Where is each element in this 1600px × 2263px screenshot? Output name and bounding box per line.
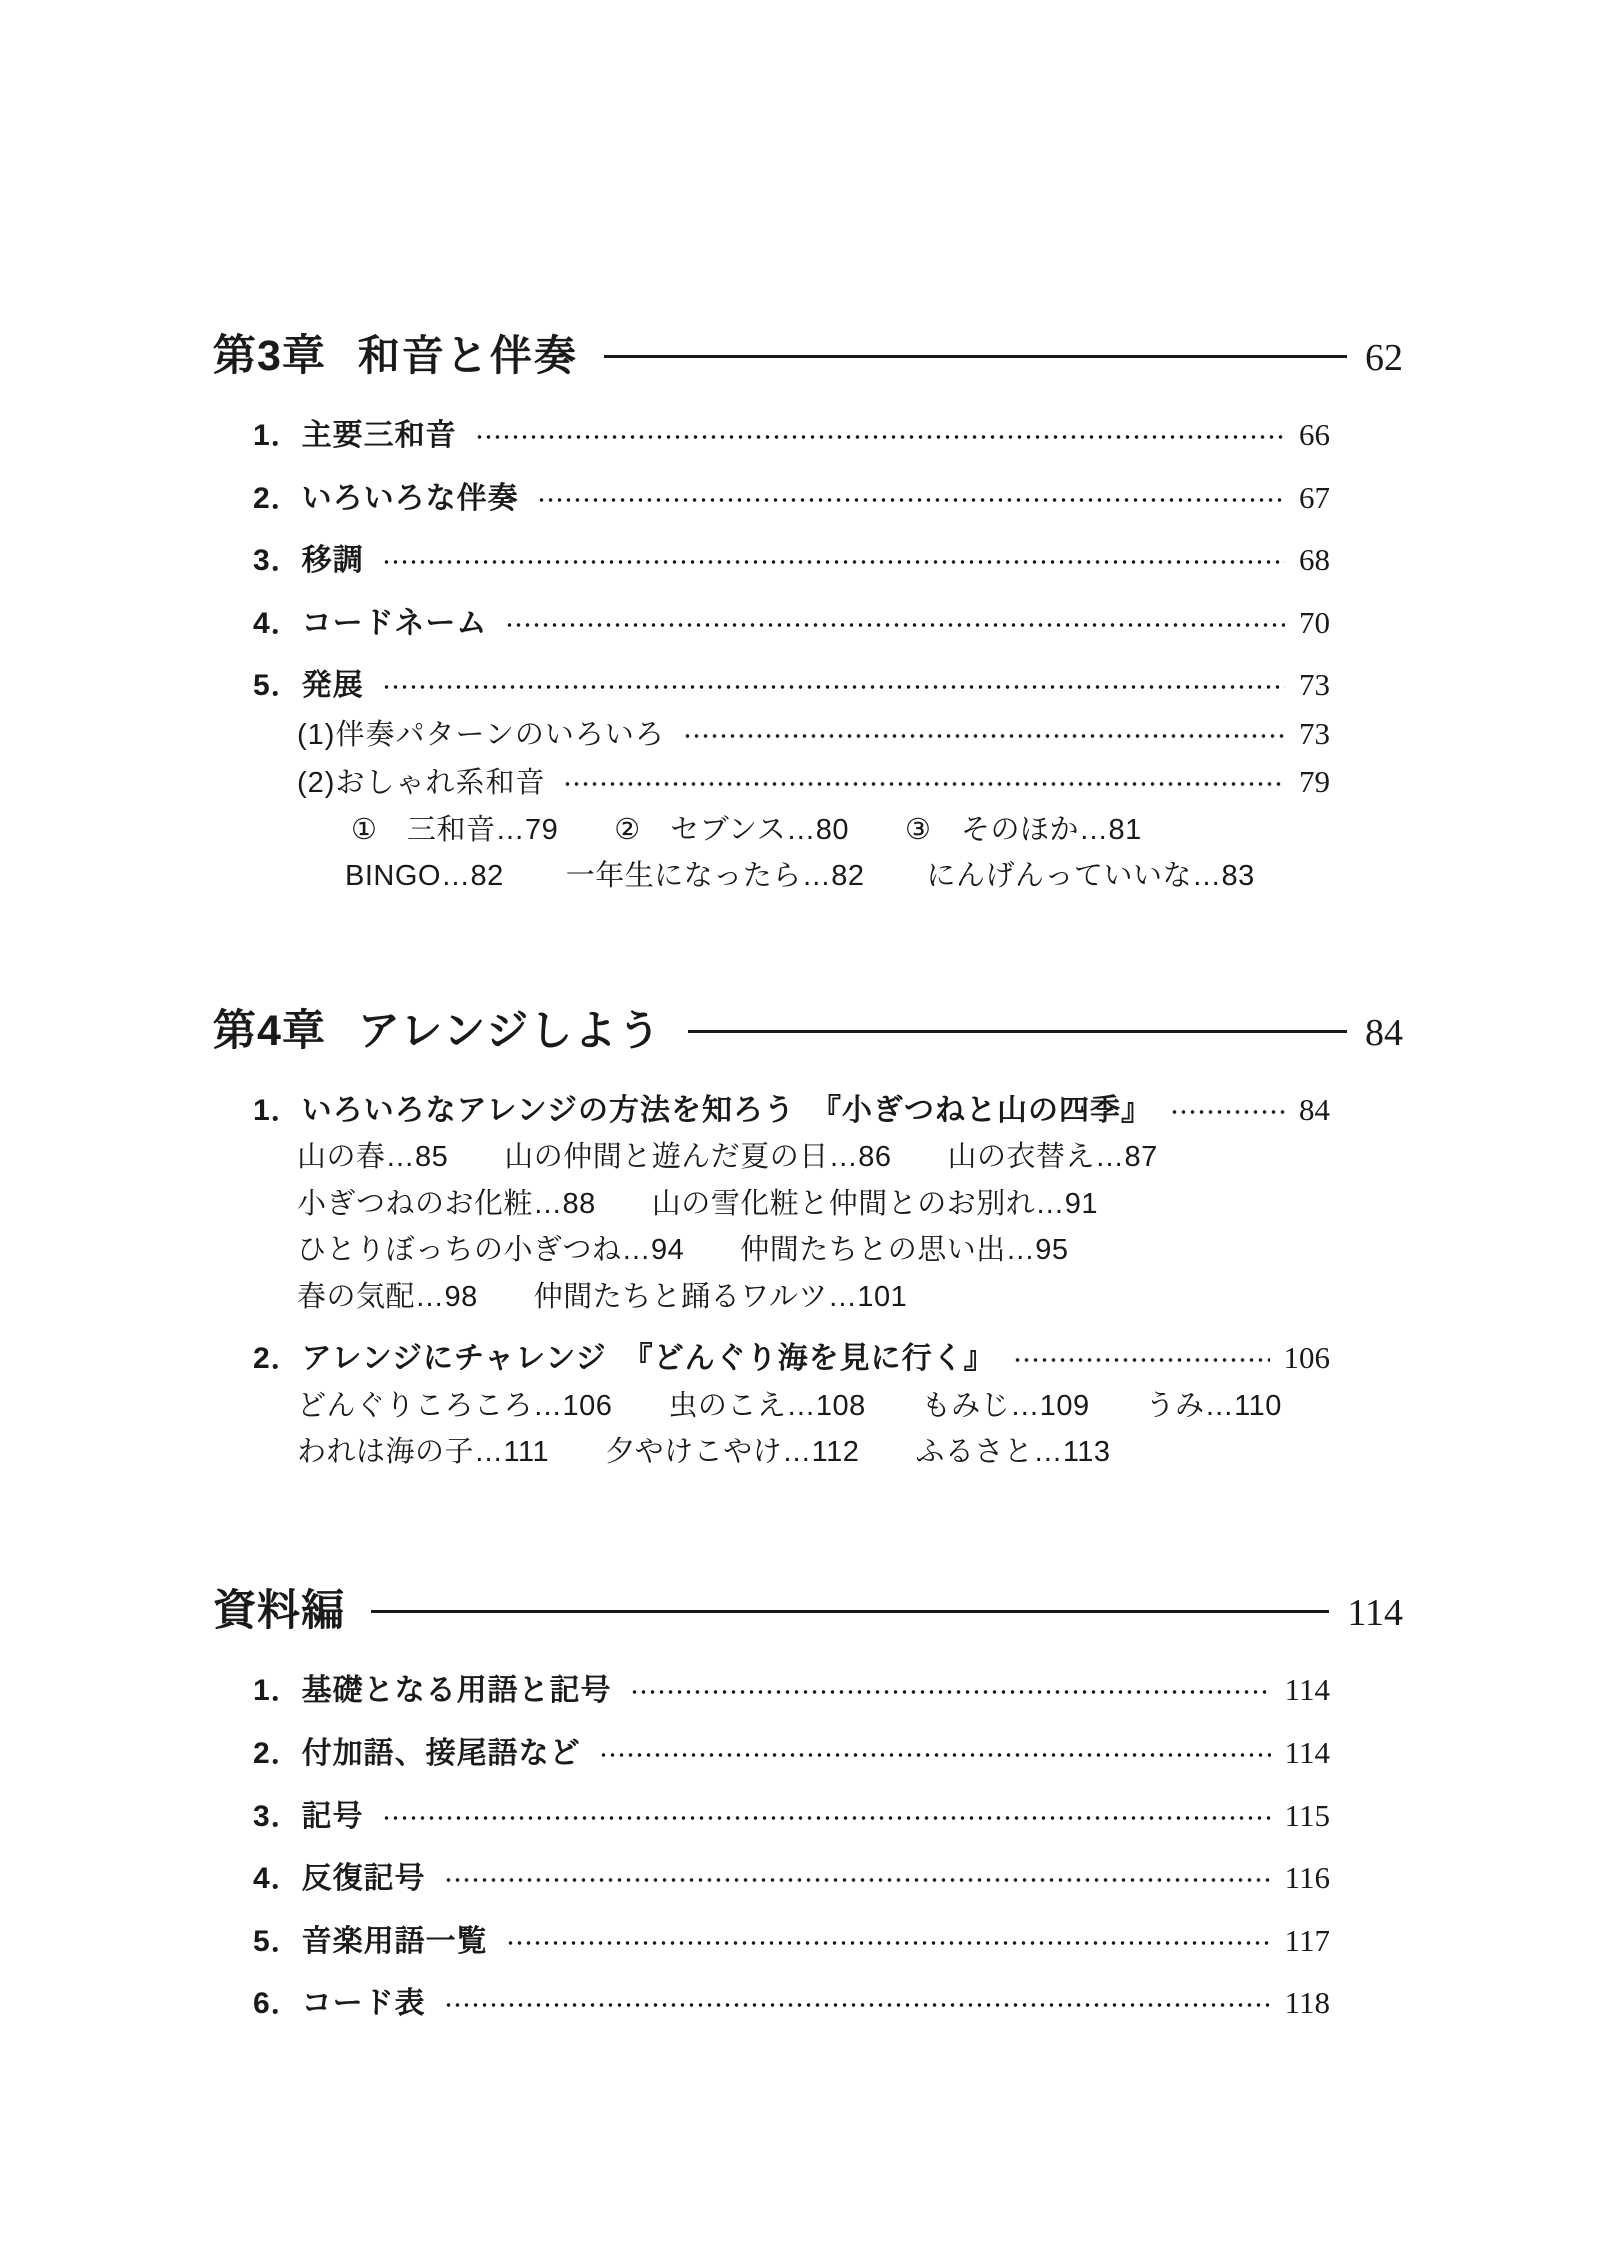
song-item: 仲間たちと踊るワルツ…101 bbox=[533, 1280, 908, 1313]
entry-label: 6．コード表 bbox=[253, 1987, 426, 2021]
entry-label: 2．付加語、接尾語など bbox=[253, 1736, 581, 1770]
song-list-row bbox=[297, 1235, 1403, 1265]
song-item: もみじ…109 bbox=[921, 1389, 1090, 1422]
entry-label: 5．音楽用語一覧 bbox=[253, 1924, 488, 1958]
song-item: ③ そのほか…81 bbox=[905, 813, 1142, 846]
song-item: ② セブンス…80 bbox=[614, 813, 849, 846]
entry-page-number: 118 bbox=[1284, 1985, 1330, 2021]
entry-label: 3．移調 bbox=[253, 544, 364, 578]
toc-entry bbox=[253, 1091, 1330, 1127]
section-header bbox=[213, 1577, 1403, 1638]
dot-leader bbox=[599, 1747, 1271, 1763]
song-item: われは海の子…111 bbox=[297, 1435, 550, 1468]
song-item: 仲間たちとの思い出…95 bbox=[740, 1234, 1069, 1267]
song-item: ① 三和音…79 bbox=[351, 813, 559, 846]
toc-entry bbox=[253, 1922, 1330, 1958]
entry-label: 2．いろいろな伴奏 bbox=[253, 481, 519, 515]
dot-leader bbox=[475, 429, 1285, 445]
song-list-row bbox=[297, 1282, 1403, 1312]
entry-label: 4．反復記号 bbox=[253, 1862, 426, 1896]
song-item: 山の雪化粧と仲間とのお別れ…91 bbox=[651, 1187, 1099, 1220]
entry-label: (1)伴奏パターンのいろいろ bbox=[297, 718, 665, 751]
song-list-row bbox=[297, 1391, 1403, 1421]
dot-leader bbox=[506, 1935, 1271, 1951]
dot-leader bbox=[563, 776, 1285, 792]
song-item: 虫のこえ…108 bbox=[668, 1389, 866, 1422]
toc-entry bbox=[253, 1797, 1330, 1833]
entry-page-number: 79 bbox=[1299, 764, 1330, 800]
toc-entry bbox=[253, 479, 1330, 515]
toc-entry bbox=[253, 1342, 1330, 1375]
header-rule bbox=[604, 355, 1347, 358]
entry-page-number: 73 bbox=[1299, 715, 1330, 751]
entry-page-number: 106 bbox=[1283, 1340, 1330, 1375]
dot-leader bbox=[1170, 1104, 1285, 1120]
section-header bbox=[213, 997, 1403, 1058]
song-item: 小ぎつねのお化粧…88 bbox=[297, 1187, 596, 1220]
song-list-row bbox=[297, 1189, 1403, 1219]
song-list-row bbox=[345, 861, 1403, 891]
song-item: うみ…110 bbox=[1145, 1389, 1282, 1422]
chapter-page-number: 62 bbox=[1365, 337, 1403, 379]
song-list-row bbox=[297, 1142, 1403, 1172]
entry-page-number: 73 bbox=[1299, 667, 1330, 703]
toc-entry bbox=[253, 419, 1330, 452]
dot-leader bbox=[505, 617, 1285, 633]
chapter-title: 和音と伴奏 bbox=[357, 332, 578, 379]
chapter-number: 資料編 bbox=[213, 1587, 345, 1636]
entry-label: 2．アレンジにチャレンジ 『どんぐり海を見に行く』 bbox=[253, 1342, 995, 1375]
song-item: 春の気配…98 bbox=[297, 1280, 478, 1313]
dot-leader bbox=[382, 554, 1285, 570]
dot-leader bbox=[630, 1684, 1271, 1700]
entry-page-number: 116 bbox=[1284, 1860, 1330, 1896]
toc-section-chapter3 bbox=[213, 322, 1403, 892]
entry-page-number: 68 bbox=[1299, 542, 1330, 578]
dot-leader bbox=[1013, 1352, 1270, 1368]
song-item: 山の仲間と遊んだ夏の日…86 bbox=[504, 1141, 892, 1174]
chapter-page-number: 114 bbox=[1347, 1592, 1403, 1635]
dot-leader bbox=[382, 1810, 1271, 1826]
toc-section-chapter4 bbox=[213, 997, 1403, 1468]
dot-leader bbox=[537, 492, 1285, 508]
chapter-page-number: 84 bbox=[1365, 1011, 1403, 1054]
dot-leader bbox=[444, 1872, 1271, 1888]
header-rule bbox=[688, 1030, 1347, 1033]
chapter-number: 第4章 bbox=[213, 1006, 326, 1055]
toc-entry bbox=[253, 1987, 1330, 2020]
entry-page-number: 66 bbox=[1299, 417, 1330, 452]
entry-label: (2)おしゃれ系和音 bbox=[297, 767, 546, 800]
song-item: BINGO…82 bbox=[345, 860, 504, 893]
entry-page-number: 114 bbox=[1284, 1734, 1330, 1770]
dot-leader bbox=[683, 728, 1285, 744]
song-item: ふるさと…113 bbox=[915, 1435, 1111, 1468]
song-list-row bbox=[351, 815, 1403, 845]
song-item: 山の衣替え…87 bbox=[947, 1141, 1158, 1174]
section-header bbox=[213, 322, 1403, 383]
toc-subentry bbox=[297, 715, 1330, 751]
entry-page-number: 115 bbox=[1284, 1797, 1330, 1833]
song-item: にんげんっていいな…83 bbox=[926, 860, 1255, 893]
song-item: 夕やけこやけ…112 bbox=[605, 1435, 860, 1468]
entry-page-number: 67 bbox=[1299, 479, 1330, 515]
toc-entry bbox=[253, 669, 1330, 702]
song-item: ひとりぼっちの小ぎつね…94 bbox=[297, 1234, 685, 1267]
song-item: 一年生になったら…82 bbox=[565, 860, 865, 893]
entry-label: 1．主要三和音 bbox=[253, 419, 457, 452]
chapter-title: アレンジしよう bbox=[357, 1006, 663, 1054]
toc-entry bbox=[253, 604, 1330, 640]
entry-label: 5．発展 bbox=[253, 669, 364, 703]
song-list-row bbox=[297, 1437, 1403, 1467]
toc-entry bbox=[253, 544, 1330, 577]
dot-leader bbox=[444, 1997, 1271, 2013]
entry-label: 1．基礎となる用語と記号 bbox=[253, 1674, 612, 1708]
entry-label: 1．いろいろなアレンジの方法を知ろう 『小ぎつねと山の四季』 bbox=[253, 1093, 1152, 1127]
dot-leader bbox=[382, 679, 1285, 695]
entry-page-number: 114 bbox=[1284, 1672, 1330, 1708]
toc-entry bbox=[253, 1674, 1330, 1707]
entry-page-number: 84 bbox=[1299, 1091, 1330, 1127]
header-rule bbox=[371, 1610, 1329, 1613]
song-item: 山の春…85 bbox=[297, 1141, 449, 1174]
toc-entry bbox=[253, 1862, 1330, 1895]
toc-subentry bbox=[297, 766, 1330, 799]
entry-label: 4．コードネーム bbox=[253, 606, 488, 640]
entry-page-number: 117 bbox=[1284, 1922, 1330, 1958]
entry-page-number: 70 bbox=[1299, 604, 1330, 640]
toc-section-appendix bbox=[213, 1577, 1403, 2019]
toc-entry bbox=[253, 1734, 1330, 1770]
entry-label: 3．記号 bbox=[253, 1799, 364, 1833]
chapter-number: 第3章 bbox=[213, 332, 326, 380]
song-item: どんぐりころころ…106 bbox=[297, 1389, 613, 1422]
